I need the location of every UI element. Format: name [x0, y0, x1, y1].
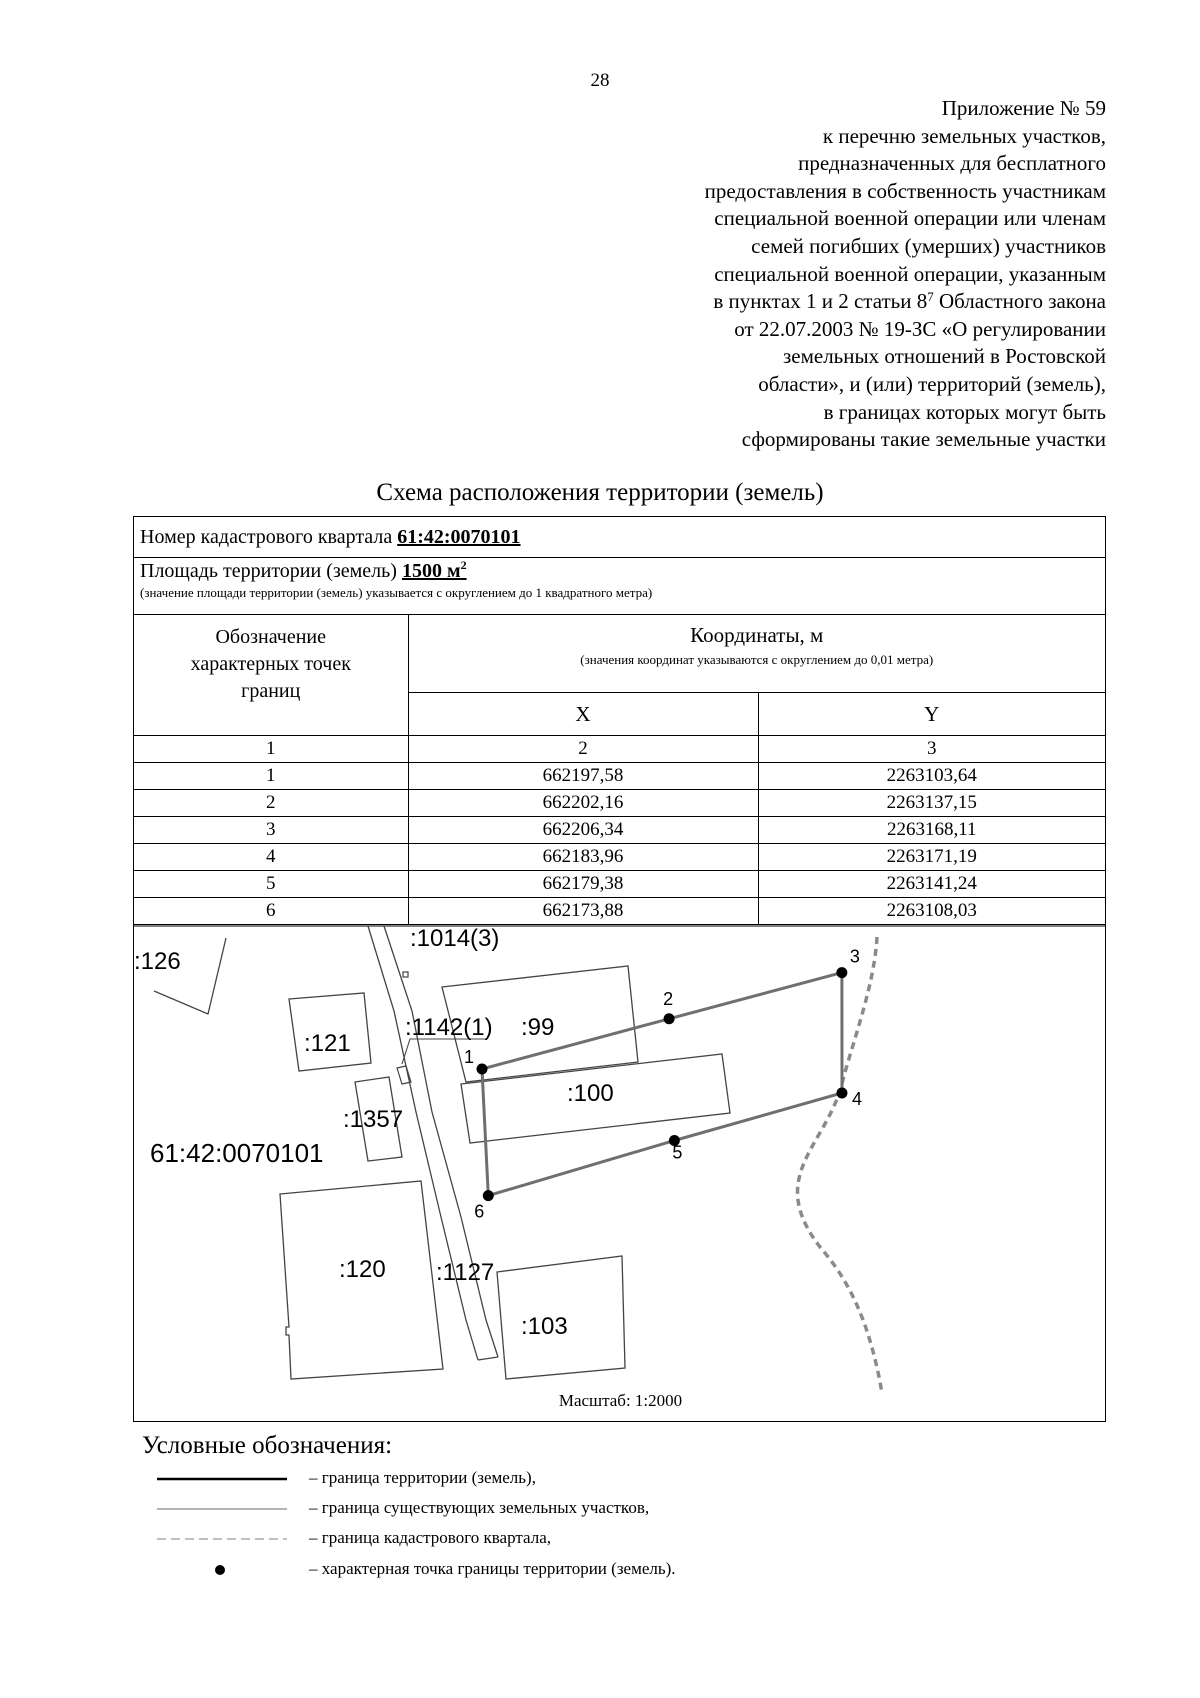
- column-number: 2: [408, 736, 758, 763]
- appendix-line: Приложение № 59: [941, 96, 1106, 120]
- parcel-label-1142: :1142(1): [405, 1014, 493, 1041]
- point-cell: 6: [134, 898, 408, 925]
- area-value-text: 1500 м: [401, 560, 461, 582]
- characteristic-point-4: [836, 1087, 847, 1098]
- point-label-2: 2: [663, 988, 674, 1009]
- appendix-line: предоставления в собственность участникам: [704, 178, 1106, 203]
- appendix-line-article: [546, 288, 1106, 316]
- thin-line-icon: [157, 1496, 287, 1522]
- point-cell: 3: [134, 817, 408, 844]
- appendix-line: семей погибших (умерших) участников: [751, 233, 1106, 258]
- quarter-label: 61:42:0070101: [150, 1138, 324, 1168]
- column-number: 3: [758, 736, 1105, 763]
- parcel-label-120: :120: [339, 1256, 386, 1283]
- appendix-line: в пунктах 1 и 2 статьи 8: [713, 289, 928, 314]
- point-label-4: 4: [851, 1088, 862, 1109]
- x-cell: 662173,88: [408, 898, 758, 925]
- cadastral-map: [134, 517, 1105, 1421]
- quarter-boundary: [798, 937, 882, 1393]
- legend-label: – граница территории (земель),: [309, 1468, 536, 1487]
- legend-label: – граница кадастрового квартала,: [309, 1528, 551, 1547]
- cadastral-label: Номер кадастрового квартала: [140, 526, 398, 548]
- dot-icon: [157, 1557, 287, 1583]
- appendix-line: в границах которых могут быть: [823, 399, 1106, 424]
- appendix-article-tail: Областного закона: [933, 289, 1106, 314]
- coordinates-header-title: Координаты, м: [690, 623, 824, 647]
- appendix-line: предназначенных для бесплатного: [798, 151, 1106, 176]
- characteristic-point-1: [477, 1064, 488, 1075]
- appendix-line: к перечню земельных участков,: [822, 123, 1106, 148]
- x-cell: 662183,96: [408, 844, 758, 871]
- point-cell: 2: [134, 790, 408, 817]
- point-cell: 1: [134, 763, 408, 790]
- characteristic-point-3: [836, 967, 847, 978]
- appendix-line: области», и (или) территорий (земель),: [758, 371, 1106, 396]
- appendix-line: земельных отношений в Ростовской: [782, 344, 1106, 369]
- parcel-label-100: :100: [567, 1080, 614, 1107]
- column-number: 1: [134, 736, 408, 763]
- scheme-title: Схема расположения территории (земель): [376, 479, 824, 506]
- x-cell: 662197,58: [408, 763, 758, 790]
- point-label-6: 6: [474, 1201, 485, 1222]
- dashed-line-icon: [157, 1526, 287, 1552]
- y-cell: 2263171,19: [758, 844, 1105, 871]
- appendix-line: специальной военной операции или членам: [714, 206, 1106, 231]
- y-cell: 2263103,64: [758, 763, 1105, 790]
- y-cell: 2263168,11: [758, 817, 1105, 844]
- point-cell: 4: [134, 844, 408, 871]
- parcel-label-1127: :1127: [436, 1259, 495, 1286]
- area-unit-superscript: 2: [460, 558, 467, 572]
- appendix-line: сформированы такие земельные участки: [741, 427, 1106, 452]
- point-label-1: 1: [464, 1047, 475, 1067]
- parcel-label-1357: :1357: [343, 1106, 404, 1133]
- parcel-1127-west-edge: [368, 926, 478, 1360]
- parcel-label-126: :126: [134, 948, 181, 975]
- territory-boundary: [482, 973, 842, 1196]
- cadastral-number: 61:42:0070101: [397, 526, 521, 548]
- y-header: Y: [758, 693, 1105, 736]
- points-header-line: Обозначение: [215, 626, 327, 648]
- x-header: X: [408, 693, 758, 736]
- appendix-header: [546, 95, 1106, 454]
- solid-line-icon: [157, 1466, 287, 1492]
- x-cell: 662206,34: [408, 817, 758, 844]
- characteristic-points: [464, 947, 862, 1222]
- point-label-3: 3: [849, 946, 860, 967]
- characteristic-point-2: [664, 1013, 675, 1024]
- page-number: 28: [590, 70, 610, 91]
- legend-label: – характерная точка границы территории (земель).: [309, 1559, 676, 1578]
- appendix-line: специальной военной операции, указанным: [714, 261, 1106, 286]
- points-header-line: границ: [241, 680, 301, 702]
- parcel-label-103: :103: [521, 1313, 568, 1340]
- scheme-frame: [133, 516, 1106, 1422]
- y-cell: 2263108,03: [758, 898, 1105, 925]
- map-scale: Масштаб: 1:2000: [558, 1391, 683, 1410]
- y-cell: 2263137,15: [758, 790, 1105, 817]
- x-cell: 662179,38: [408, 871, 758, 898]
- x-cell: 662202,16: [408, 790, 758, 817]
- parcel-1014-marker: [403, 972, 408, 977]
- area-label: Площадь территории (земель): [140, 560, 402, 582]
- area-note: (значение площади территории (земель) указывается с округлением до 1 квадратного метра): [140, 585, 653, 600]
- y-cell: 2263141,24: [758, 871, 1105, 898]
- parcel-label-99: :99: [521, 1014, 555, 1041]
- parcel-1127-south-edge: [478, 1357, 498, 1360]
- article-superscript: 7: [927, 289, 934, 305]
- coordinates-header-note: (значения координат указываются с округлением до 0,01 метра): [580, 652, 934, 667]
- characteristic-point-6: [483, 1190, 494, 1201]
- parcel-label-121: :121: [304, 1030, 351, 1057]
- appendix-line: от 22.07.2003 № 19-ЗС «О регулировании: [734, 316, 1106, 341]
- legend-title: Условные обозначения:: [142, 1432, 393, 1459]
- parcel-label-1014: :1014(3): [410, 925, 500, 952]
- points-header-line: характерных точек: [190, 653, 351, 675]
- legend-label: – граница существующих земельных участков,: [309, 1498, 650, 1517]
- point-cell: 5: [134, 871, 408, 898]
- point-label-5: 5: [672, 1142, 683, 1163]
